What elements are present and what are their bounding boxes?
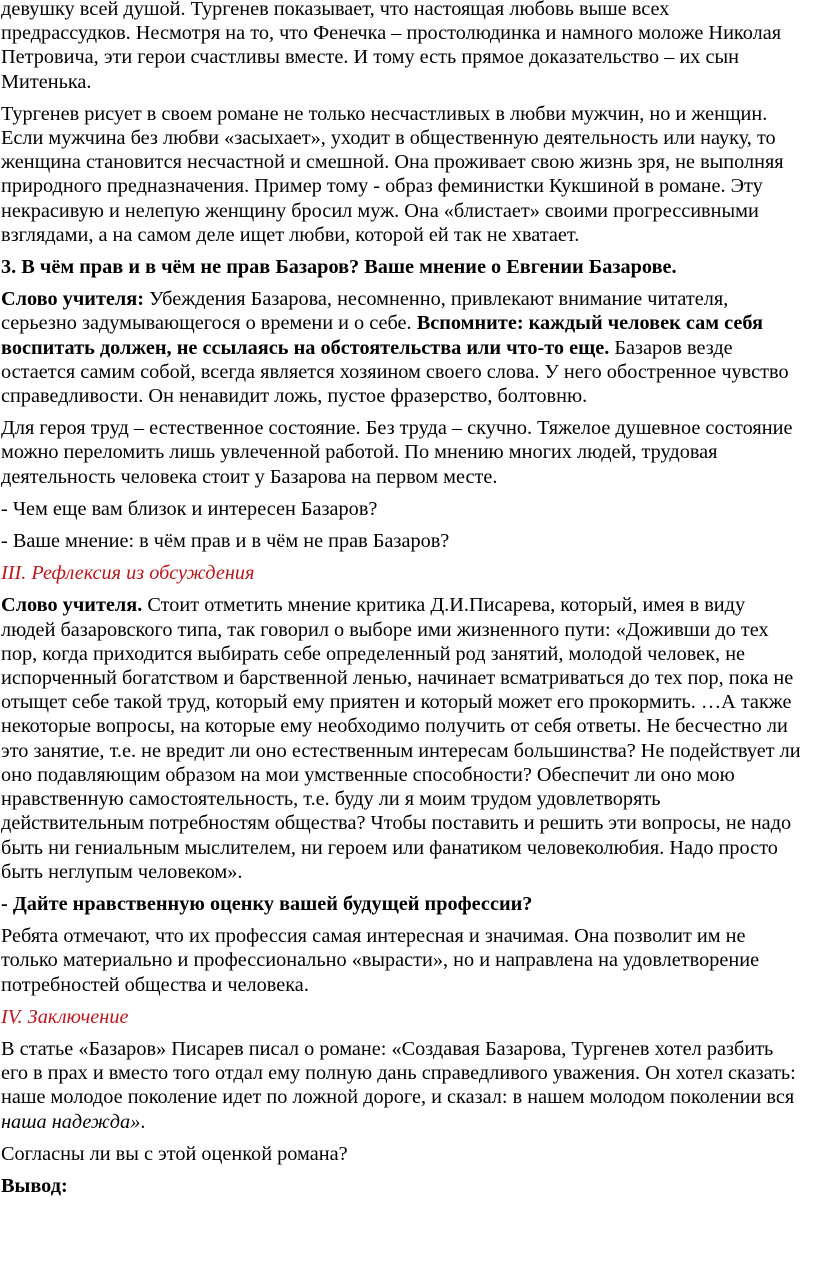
paragraph-unhappy-women: Тургенев рисует в своем романе не только несчастливых в любви мужчин, но и женщин. Если мужчина без любви «засыхает», уходит в общественную деятельность или науку, то женщина становится несчастной и смешной. Она проживает свою жизнь зря, не выполняя природного предназначения. Пример тому - образ феминистки Кукшиной в романе. Эту некрасивую и нелепую женщину бросил муж. Она «блистает» своими прогрессивными взглядами, а на самом деле ищет любви, которой ей так не хватает. (1, 102, 784, 246)
teacher-text-part1: Убеждения Базарова, несомненно, привлекают внимание читателя, серьезно задумывающегося о времени и о себе. (1, 288, 729, 335)
paragraph-teacher-word-1 (1, 287, 801, 408)
paragraph-love-prejudice: девушку всей душой. Тургенев показывает, что настоящая любовь выше всех предрассудков. Несмотря на то, что Фенечка – простолюдинка и намного моложе Николая Петровича, эти герои счастливы вместе. И тому есть прямое доказательство – их сын Митенька. (1, 0, 782, 93)
question-heading-text: 3. В чём прав и в чём не прав Базаров? Ваше мнение о Евгении Базарове. (1, 256, 677, 279)
teacher-label-2: Слово учителя. (1, 594, 143, 617)
question-right-wrong: - Ваше мнение: в чём прав и в чём не прав Базаров? (1, 530, 450, 553)
conclusion-label-text: Вывод: (1, 1174, 68, 1197)
paragraph-labor: Для героя труд – естественное состояние. Без труда – скучно. Тяжелое душевное состояние можно переломить лишь увлеченной работой. По мнению многих людей, трудовая деятельность человека стоит у Базарова на первом месте. (1, 417, 793, 488)
pisarev-article-end: . (140, 1110, 146, 1133)
section-heading-conclusion: IV. Заключение (1, 1005, 129, 1028)
paragraph-students-profession: Ребята отмечают, что их профессия самая интересная и значимая. Она позволит им не только материально и профессионально «вырасти», но и направлена на удовлетворение потребностей общества и человека. (1, 925, 760, 996)
question-agree: Согласны ли вы с этой оценкой романа? (1, 1142, 348, 1165)
pisarev-article-text: В статье «Базаров» Писарев писал о романе: «Создавая Базарова, Тургенев хотел разбить его в прах и вместо того отдал ему полную дань справедливого уважения. Он хотел сказать: наше молодое поколение идет по ложной дороге, и сказал: в нашем молодом поколении вся (1, 1037, 796, 1109)
conclusion-label (1, 1174, 801, 1198)
question-moral-assessment (1, 892, 801, 916)
teacher-text-part2: Базаров везде остается самим собой, всегда является хозяином своего слова. У него обостренное чувство справедливости. Он ненавидит ложь, пустое фразерство, болтовню. (1, 336, 789, 408)
paragraph-pisarev-article (1, 1037, 801, 1134)
question-close-interest: - Чем еще вам близок и интересен Базаров? (1, 497, 378, 520)
question-heading-bazarov (1, 255, 801, 279)
paragraph-teacher-word-pisarev (1, 593, 801, 883)
teacher-label: Слово учителя: (1, 288, 145, 311)
question-moral-text: - Дайте нравственную оценку вашей будущей профессии? (1, 892, 533, 915)
pisarev-article-italic: наша надежда» (1, 1110, 141, 1133)
section-heading-reflection: III. Рефлексия из обсуждения (1, 562, 255, 585)
teacher-bold-quote: Вспомните: каждый человек сам себя воспитать должен, не ссылаясь на обстоятельства или что-то еще. (1, 312, 764, 359)
pisarev-quote-text: Стоит отметить мнение критика Д.И.Писарева, который, имея в виду людей базаровского типа, так говорил о выборе ими жизненного пути: «Доживши до тех пор, когда приходится выбирать себе определенный род занятий, молодой человек, не испорченный богатством и барственной ленью, начинает всматриваться до тех пор, пока не отыщет себе такой труд, который ему приятен и который может его прокормить. …А также некоторые вопросы, на которые ему необходимо получить от себя ответы. Не бесчестно ли это занятие, т.е. не вредит ли оно естественным интересам большинства? Не подействует ли оно подавляющим образом на мои умственные способности? Обеспечит ли оно мою нравственную самостоятельность, т.е. буду ли я моим трудом удовлетворять действительным потребностям общества? Чтобы поставить и решить эти вопросы, не надо быть ни гениальным мыслителем, ни героем или фанатиком человеколюбия. Надо просто быть неглупым человеком». (1, 594, 801, 883)
